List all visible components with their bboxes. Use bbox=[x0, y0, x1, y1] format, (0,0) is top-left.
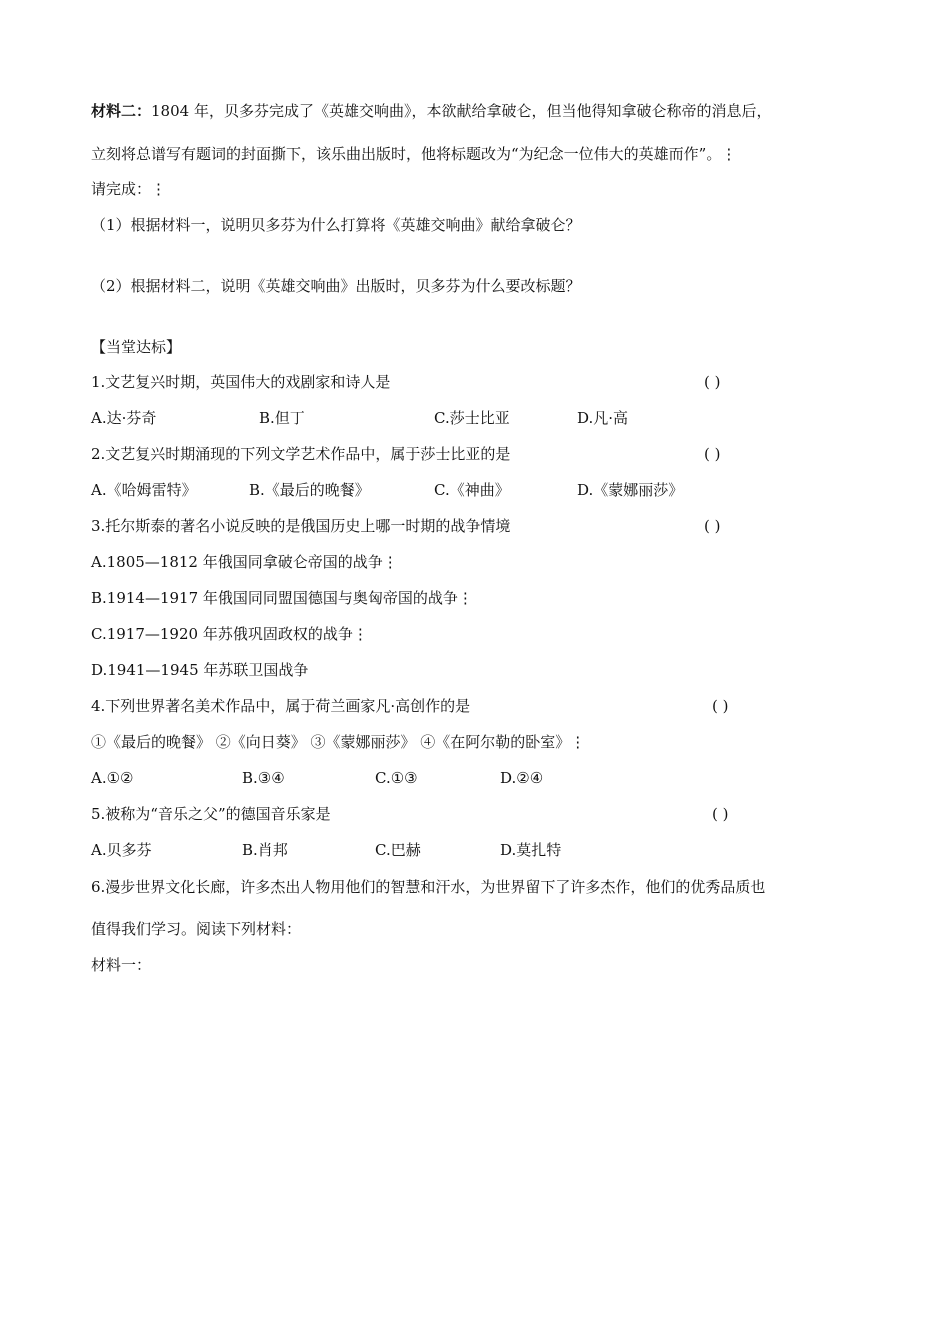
sub-question-2: （2）根据材料二，说明《英雄交响曲》出版时，贝多芬为什么要改标题？ bbox=[91, 277, 581, 295]
q5-option-a: A.贝多芬 bbox=[91, 841, 152, 859]
question-2-stem: 2.文艺复兴时期涌现的下列文学艺术作品中，属于莎士比亚的是 bbox=[91, 445, 511, 463]
q4-option-b: B.③④ bbox=[242, 769, 285, 787]
q3-option-b: B.1914—1917 年俄国同同盟国德国与奥匈帝国的战争⋮ bbox=[91, 589, 473, 607]
material2-line1 bbox=[91, 101, 771, 121]
q1-option-b: B.但丁 bbox=[259, 409, 305, 427]
material2-text1: 1804 年，贝多芬完成了《英雄交响曲》，本欲献给拿破仑，但当他得知拿破仑称帝的消息后， bbox=[151, 102, 772, 120]
q4-option-d: D.②④ bbox=[500, 769, 544, 787]
material2-line2: 立刻将总谱写有题词的封面撕下，该乐曲出版时，他将标题改为“为纪念一位伟大的英雄而作”。⋮ bbox=[91, 145, 737, 163]
q1-option-a: A.达·芬奇 bbox=[91, 409, 157, 427]
material2-label: 材料二： bbox=[91, 102, 152, 120]
answer-paren-3: ( ) bbox=[704, 517, 721, 535]
question-5-stem: 5.被称为“音乐之父”的德国音乐家是 bbox=[91, 805, 331, 823]
q4-items: ①《最后的晚餐》 ②《向日葵》 ③《蒙娜丽莎》 ④《在阿尔勒的卧室》⋮ bbox=[91, 733, 586, 751]
question-6-stem-line1: 6.漫步世界文化长廊，许多杰出人物用他们的智慧和汗水，为世界留下了许多杰作，他们的优秀品质也 bbox=[91, 878, 766, 896]
answer-paren-4: ( ) bbox=[712, 697, 729, 715]
q1-option-c: C.莎士比亚 bbox=[434, 409, 510, 427]
q2-option-a: A.《哈姆雷特》 bbox=[91, 481, 197, 499]
section-title: 【当堂达标】 bbox=[91, 338, 182, 356]
answer-paren-5: ( ) bbox=[712, 805, 729, 823]
q1-option-d: D.凡·高 bbox=[577, 409, 629, 427]
q5-option-d: D.莫扎特 bbox=[500, 841, 562, 859]
question-4-stem: 4.下列世界著名美术作品中，属于荷兰画家凡·高创作的是 bbox=[91, 697, 471, 715]
q3-option-a: A.1805—1812 年俄国同拿破仑帝国的战争⋮ bbox=[91, 553, 398, 571]
q2-option-b: B.《最后的晚餐》 bbox=[249, 481, 370, 499]
request-text: 请完成：⋮ bbox=[91, 180, 167, 198]
q3-option-d: D.1941—1945 年苏联卫国战争 bbox=[91, 661, 309, 679]
q2-option-d: D.《蒙娜丽莎》 bbox=[577, 481, 684, 499]
answer-paren-1: ( ) bbox=[704, 373, 721, 391]
q4-option-a: A.①② bbox=[91, 769, 134, 787]
sub-question-1: （1）根据材料一，说明贝多芬为什么打算将《英雄交响曲》献给拿破仑？ bbox=[91, 216, 581, 234]
question-3-stem: 3.托尔斯泰的著名小说反映的是俄国历史上哪一时期的战争情境 bbox=[91, 517, 511, 535]
q5-option-c: C.巴赫 bbox=[375, 841, 421, 859]
question-6-material1: 材料一： bbox=[91, 956, 152, 974]
q2-option-c: C.《神曲》 bbox=[434, 481, 510, 499]
question-6-stem-line2: 值得我们学习。阅读下列材料： bbox=[91, 920, 302, 938]
answer-paren-2: ( ) bbox=[704, 445, 721, 463]
q5-option-b: B.肖邦 bbox=[242, 841, 288, 859]
q3-option-c: C.1917—1920 年苏俄巩固政权的战争⋮ bbox=[91, 625, 368, 643]
question-1-stem: 1.文艺复兴时期，英国伟大的戏剧家和诗人是 bbox=[91, 373, 391, 391]
q4-option-c: C.①③ bbox=[375, 769, 418, 787]
